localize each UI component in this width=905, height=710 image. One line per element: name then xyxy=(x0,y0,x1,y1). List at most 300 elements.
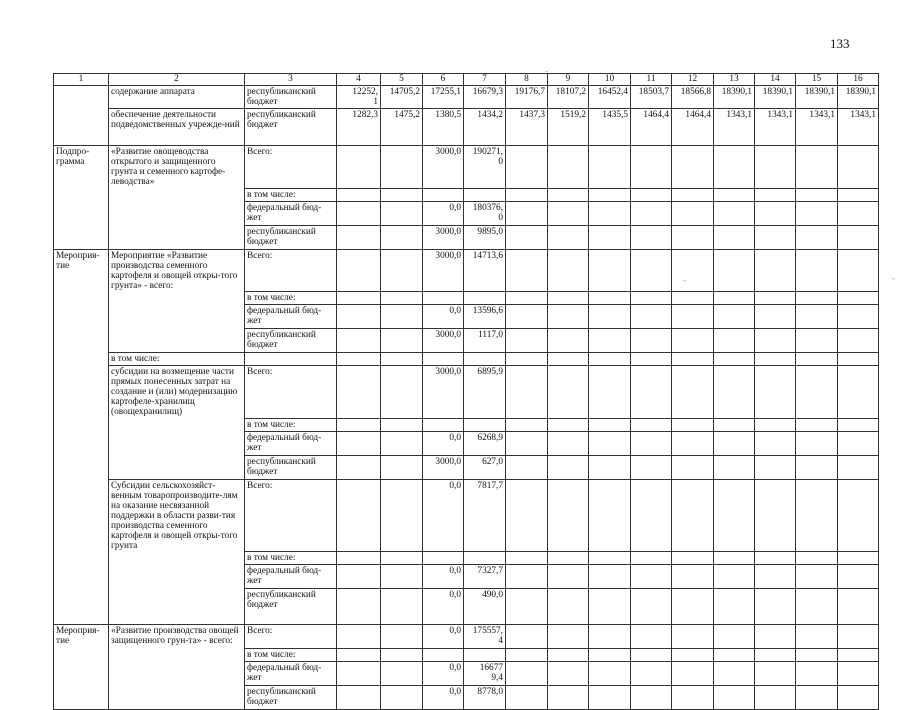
value-cell xyxy=(548,625,589,649)
row-description: Мероприятие «Развитие производства семенного картофеля и овощей откры-того грунта» - всего: xyxy=(109,249,245,292)
value-cell xyxy=(838,552,879,565)
value-cell xyxy=(796,305,838,329)
value-cell xyxy=(381,292,423,305)
value-cell: 17255,1 xyxy=(423,86,464,109)
column-header: 11 xyxy=(631,74,672,86)
value-cell xyxy=(548,686,589,710)
row-funding-source: Всего: xyxy=(245,249,337,292)
value-cell xyxy=(796,249,838,292)
value-cell xyxy=(838,329,879,353)
value-cell xyxy=(838,292,879,305)
value-cell xyxy=(838,686,879,710)
row-category xyxy=(54,479,109,552)
column-header: 3 xyxy=(245,74,337,86)
value-cell xyxy=(423,418,464,431)
value-cell xyxy=(631,552,672,565)
value-cell xyxy=(548,366,589,419)
value-cell: 0,0 xyxy=(423,625,464,649)
value-cell xyxy=(796,292,838,305)
value-cell: 18390,1 xyxy=(714,86,755,109)
value-cell xyxy=(548,552,589,565)
value-cell xyxy=(548,479,589,552)
value-cell xyxy=(672,589,714,625)
value-cell xyxy=(589,225,631,249)
value-cell xyxy=(337,418,381,431)
value-cell xyxy=(755,552,796,565)
row-funding-source: республиканский бюджет xyxy=(245,225,337,249)
value-cell xyxy=(838,366,879,419)
value-cell xyxy=(672,201,714,225)
value-cell xyxy=(506,418,548,431)
value-cell xyxy=(381,565,423,589)
value-cell xyxy=(506,225,548,249)
value-cell xyxy=(796,662,838,686)
value-cell xyxy=(838,249,879,292)
value-cell: 7817,7 xyxy=(464,479,506,552)
value-cell xyxy=(506,589,548,625)
value-cell xyxy=(714,686,755,710)
value-cell xyxy=(589,249,631,292)
value-cell: 18390,1 xyxy=(796,86,838,109)
row-funding-source: в том числе: xyxy=(245,552,337,565)
row-category xyxy=(54,329,109,353)
row-description: в том числе: xyxy=(109,353,245,366)
value-cell xyxy=(714,455,755,479)
value-cell xyxy=(506,305,548,329)
value-cell xyxy=(755,249,796,292)
page-number: 133 xyxy=(830,36,850,51)
row-category xyxy=(54,366,109,419)
value-cell xyxy=(548,455,589,479)
value-cell xyxy=(337,455,381,479)
value-cell xyxy=(381,201,423,225)
value-cell xyxy=(631,329,672,353)
table-row xyxy=(54,249,879,292)
value-cell xyxy=(548,201,589,225)
column-header: 6 xyxy=(423,74,464,86)
row-description xyxy=(109,188,245,201)
table-row xyxy=(54,552,879,565)
value-cell xyxy=(381,329,423,353)
table-row xyxy=(54,188,879,201)
row-funding-source: республиканский бюджет xyxy=(245,686,337,710)
value-cell: 175557, 4 xyxy=(464,625,506,649)
value-cell xyxy=(714,201,755,225)
value-cell xyxy=(631,249,672,292)
value-cell xyxy=(337,662,381,686)
row-category: Мероприя-тие xyxy=(54,625,109,649)
value-cell: 3000,0 xyxy=(423,329,464,353)
column-header: 15 xyxy=(796,74,838,86)
value-cell xyxy=(672,249,714,292)
column-header: 9 xyxy=(548,74,589,86)
value-cell xyxy=(672,662,714,686)
value-cell xyxy=(337,292,381,305)
table-row xyxy=(54,455,879,479)
header-row xyxy=(54,74,879,86)
value-cell xyxy=(714,329,755,353)
value-cell xyxy=(337,552,381,565)
value-cell xyxy=(423,353,464,366)
column-header: 7 xyxy=(464,74,506,86)
value-cell xyxy=(464,418,506,431)
value-cell xyxy=(838,455,879,479)
row-description xyxy=(109,662,245,686)
value-cell xyxy=(381,418,423,431)
value-cell xyxy=(337,146,381,189)
value-cell xyxy=(381,662,423,686)
row-description xyxy=(109,431,245,455)
value-cell xyxy=(714,431,755,455)
value-cell xyxy=(548,431,589,455)
value-cell xyxy=(631,455,672,479)
value-cell xyxy=(589,292,631,305)
row-description xyxy=(109,225,245,249)
value-cell: 1475,2 xyxy=(381,109,423,146)
table-row xyxy=(54,366,879,419)
value-cell: 0,0 xyxy=(423,686,464,710)
value-cell xyxy=(548,662,589,686)
value-cell xyxy=(589,188,631,201)
value-cell xyxy=(589,552,631,565)
value-cell xyxy=(589,455,631,479)
value-cell xyxy=(714,225,755,249)
value-cell: 0,0 xyxy=(423,662,464,686)
value-cell: 3000,0 xyxy=(423,225,464,249)
row-funding-source: Всего: xyxy=(245,366,337,419)
value-cell xyxy=(714,353,755,366)
value-cell xyxy=(381,455,423,479)
value-cell xyxy=(506,188,548,201)
row-funding-source: в том числе: xyxy=(245,292,337,305)
value-cell: 1282,3 xyxy=(337,109,381,146)
value-cell xyxy=(838,625,879,649)
value-cell xyxy=(548,418,589,431)
row-description: содержание аппарата xyxy=(109,86,245,109)
value-cell xyxy=(672,686,714,710)
row-description xyxy=(109,649,245,662)
value-cell: 12252, 1 xyxy=(337,86,381,109)
row-funding-source: Всего: xyxy=(245,625,337,649)
value-cell xyxy=(672,431,714,455)
row-description xyxy=(109,455,245,479)
value-cell xyxy=(381,686,423,710)
table-row xyxy=(54,292,879,305)
value-cell: 0,0 xyxy=(423,201,464,225)
value-cell xyxy=(838,305,879,329)
value-cell: 0,0 xyxy=(423,431,464,455)
value-cell xyxy=(589,418,631,431)
value-cell xyxy=(755,366,796,419)
value-cell: 18566,8 xyxy=(672,86,714,109)
value-cell xyxy=(589,353,631,366)
value-cell xyxy=(672,455,714,479)
row-funding-source xyxy=(245,353,337,366)
row-category xyxy=(54,589,109,625)
row-funding-source: в том числе: xyxy=(245,418,337,431)
value-cell: 16452,4 xyxy=(589,86,631,109)
value-cell xyxy=(631,366,672,419)
table-row xyxy=(54,662,879,686)
table-row xyxy=(54,201,879,225)
scan-mark: - xyxy=(683,275,686,285)
value-cell xyxy=(838,353,879,366)
value-cell xyxy=(631,353,672,366)
column-header: 14 xyxy=(755,74,796,86)
table-row xyxy=(54,418,879,431)
value-cell xyxy=(548,329,589,353)
value-cell xyxy=(337,366,381,419)
column-header: 1 xyxy=(54,74,109,86)
table-row xyxy=(54,329,879,353)
value-cell xyxy=(506,146,548,189)
value-cell xyxy=(337,353,381,366)
value-cell xyxy=(755,686,796,710)
value-cell: 18107,2 xyxy=(548,86,589,109)
value-cell: 3000,0 xyxy=(423,366,464,419)
scan-mark: - xyxy=(892,273,895,283)
row-category xyxy=(54,565,109,589)
value-cell xyxy=(672,418,714,431)
value-cell: 8778,0 xyxy=(464,686,506,710)
row-category xyxy=(54,292,109,305)
column-header: 10 xyxy=(589,74,631,86)
value-cell xyxy=(589,366,631,419)
value-cell xyxy=(838,662,879,686)
row-category xyxy=(54,455,109,479)
value-cell: 18503,7 xyxy=(631,86,672,109)
row-category xyxy=(54,552,109,565)
row-funding-source: республиканский бюджет xyxy=(245,329,337,353)
value-cell xyxy=(755,418,796,431)
value-cell xyxy=(589,329,631,353)
value-cell xyxy=(631,188,672,201)
value-cell xyxy=(714,146,755,189)
value-cell xyxy=(337,249,381,292)
table-row xyxy=(54,86,879,109)
value-cell: 490,0 xyxy=(464,589,506,625)
value-cell xyxy=(506,662,548,686)
value-cell: 18390,1 xyxy=(755,86,796,109)
column-header: 13 xyxy=(714,74,755,86)
row-funding-source: федеральный бюд-жет xyxy=(245,305,337,329)
row-description: «Развитие производства овощей защищенного грун-та» - всего: xyxy=(109,625,245,649)
row-description xyxy=(109,589,245,625)
row-category xyxy=(54,86,109,109)
value-cell: 0,0 xyxy=(423,479,464,552)
value-cell xyxy=(796,552,838,565)
value-cell xyxy=(796,455,838,479)
value-cell xyxy=(337,188,381,201)
table-row xyxy=(54,431,879,455)
value-cell xyxy=(589,146,631,189)
row-description xyxy=(109,565,245,589)
row-description xyxy=(109,686,245,710)
value-cell xyxy=(337,201,381,225)
value-cell xyxy=(423,292,464,305)
value-cell xyxy=(337,329,381,353)
value-cell xyxy=(381,188,423,201)
value-cell xyxy=(631,292,672,305)
row-funding-source: республиканский бюджет xyxy=(245,109,337,146)
row-funding-source: федеральный бюд-жет xyxy=(245,662,337,686)
value-cell xyxy=(506,366,548,419)
value-cell xyxy=(838,225,879,249)
value-cell xyxy=(548,565,589,589)
row-funding-source: республиканский бюджет xyxy=(245,455,337,479)
value-cell xyxy=(337,589,381,625)
value-cell xyxy=(464,649,506,662)
value-cell: 0,0 xyxy=(423,589,464,625)
row-description xyxy=(109,552,245,565)
table-row xyxy=(54,565,879,589)
value-cell xyxy=(838,589,879,625)
value-cell xyxy=(714,625,755,649)
value-cell xyxy=(672,305,714,329)
value-cell xyxy=(631,479,672,552)
value-cell xyxy=(589,201,631,225)
row-category: Мероприя-тие xyxy=(54,249,109,292)
row-category xyxy=(54,431,109,455)
value-cell: 1435,5 xyxy=(589,109,631,146)
value-cell xyxy=(548,188,589,201)
value-cell: 6895,9 xyxy=(464,366,506,419)
value-cell xyxy=(506,686,548,710)
column-header: 16 xyxy=(838,74,879,86)
value-cell xyxy=(714,292,755,305)
value-cell: 3000,0 xyxy=(423,455,464,479)
value-cell xyxy=(631,649,672,662)
value-cell xyxy=(796,353,838,366)
row-category xyxy=(54,649,109,662)
value-cell xyxy=(548,305,589,329)
table-row xyxy=(54,479,879,552)
value-cell xyxy=(381,366,423,419)
value-cell xyxy=(506,201,548,225)
value-cell xyxy=(381,589,423,625)
row-category xyxy=(54,188,109,201)
value-cell xyxy=(631,305,672,329)
value-cell xyxy=(796,329,838,353)
value-cell xyxy=(714,366,755,419)
value-cell xyxy=(589,431,631,455)
scan-mark: - xyxy=(545,66,548,76)
value-cell xyxy=(755,292,796,305)
value-cell xyxy=(381,305,423,329)
value-cell xyxy=(714,249,755,292)
value-cell xyxy=(381,625,423,649)
value-cell: 1343,1 xyxy=(714,109,755,146)
value-cell xyxy=(672,353,714,366)
value-cell xyxy=(589,479,631,552)
row-funding-source: в том числе: xyxy=(245,649,337,662)
row-funding-source: в том числе: xyxy=(245,188,337,201)
row-category: Подпро-грамма xyxy=(54,146,109,189)
column-header: 2 xyxy=(109,74,245,86)
value-cell: 7327,7 xyxy=(464,565,506,589)
value-cell xyxy=(506,479,548,552)
row-description xyxy=(109,292,245,305)
table-row xyxy=(54,649,879,662)
value-cell xyxy=(796,565,838,589)
value-cell xyxy=(796,686,838,710)
value-cell xyxy=(381,225,423,249)
value-cell xyxy=(672,188,714,201)
row-description: субсидии на возмещение части прямых понесенных затрат на создание и (или) модернизацию картофеле-хранилищ (овощехранилищ) xyxy=(109,366,245,419)
row-category xyxy=(54,109,109,146)
value-cell xyxy=(548,225,589,249)
value-cell xyxy=(548,353,589,366)
budget-table xyxy=(53,73,879,710)
value-cell xyxy=(589,625,631,649)
value-cell xyxy=(506,625,548,649)
value-cell xyxy=(548,249,589,292)
value-cell xyxy=(337,479,381,552)
value-cell xyxy=(796,431,838,455)
value-cell xyxy=(755,662,796,686)
value-cell: 627,0 xyxy=(464,455,506,479)
value-cell xyxy=(337,649,381,662)
value-cell xyxy=(714,418,755,431)
row-category xyxy=(54,353,109,366)
value-cell: 9895,0 xyxy=(464,225,506,249)
value-cell xyxy=(631,686,672,710)
value-cell xyxy=(838,188,879,201)
value-cell xyxy=(755,455,796,479)
value-cell xyxy=(796,418,838,431)
row-funding-source: республиканский бюджет xyxy=(245,86,337,109)
value-cell xyxy=(423,649,464,662)
value-cell: 1380,5 xyxy=(423,109,464,146)
value-cell xyxy=(506,649,548,662)
value-cell xyxy=(464,552,506,565)
value-cell: 3000,0 xyxy=(423,146,464,189)
value-cell: 14713,6 xyxy=(464,249,506,292)
value-cell xyxy=(631,146,672,189)
value-cell xyxy=(755,305,796,329)
value-cell xyxy=(838,418,879,431)
row-description: «Развитие овощеводства открытого и защищенного грунта и семенного картофе-леводства» xyxy=(109,146,245,189)
value-cell xyxy=(423,552,464,565)
value-cell xyxy=(672,565,714,589)
row-category xyxy=(54,686,109,710)
row-description xyxy=(109,418,245,431)
value-cell xyxy=(714,305,755,329)
value-cell xyxy=(631,201,672,225)
value-cell xyxy=(506,292,548,305)
value-cell xyxy=(506,353,548,366)
value-cell: 1343,1 xyxy=(838,109,879,146)
value-cell xyxy=(755,431,796,455)
value-cell xyxy=(337,565,381,589)
row-category xyxy=(54,305,109,329)
value-cell xyxy=(631,431,672,455)
column-header: 5 xyxy=(381,74,423,86)
value-cell: 1343,1 xyxy=(755,109,796,146)
value-cell xyxy=(838,201,879,225)
value-cell xyxy=(796,188,838,201)
value-cell: 1437,3 xyxy=(506,109,548,146)
value-cell xyxy=(838,649,879,662)
row-description xyxy=(109,201,245,225)
value-cell xyxy=(589,305,631,329)
row-category xyxy=(54,662,109,686)
value-cell xyxy=(714,565,755,589)
value-cell xyxy=(506,565,548,589)
value-cell xyxy=(337,686,381,710)
row-category xyxy=(54,201,109,225)
value-cell xyxy=(755,589,796,625)
